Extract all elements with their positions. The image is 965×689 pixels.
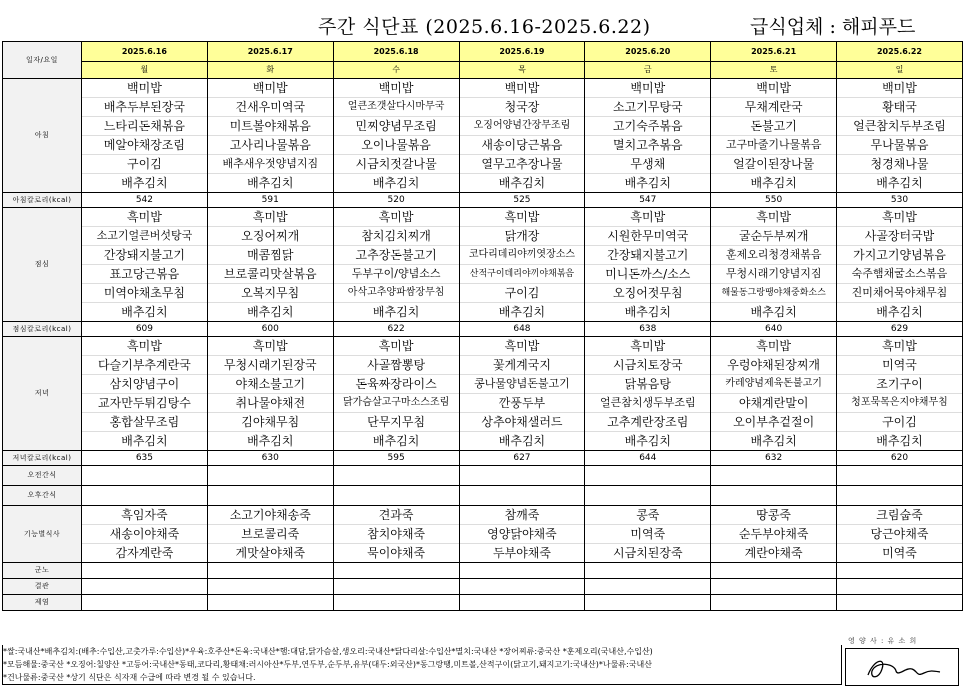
weekday-cell: 금	[585, 62, 711, 79]
lunch-menu-cell	[82, 208, 208, 322]
lunch-menu-cell	[459, 208, 585, 322]
menu-item: 고사리나물볶음	[208, 136, 333, 155]
menu-item: 가지고기양념볶음	[837, 246, 962, 265]
menu-item: 흑미밥	[460, 208, 585, 227]
breakfast-calorie-value: 525	[459, 193, 585, 208]
menu-item: 훈제오리청경채볶음	[711, 246, 836, 265]
functional-meal-menu-cell	[837, 506, 963, 563]
menu-item: 백미밥	[585, 79, 710, 98]
lunch-calorie-value: 600	[207, 322, 333, 337]
menu-item: 미역국	[837, 356, 962, 375]
dinner-menu-cell	[333, 337, 459, 451]
menu-item: 표고당근볶음	[82, 265, 207, 284]
menu-item: 흑미밥	[585, 208, 710, 227]
menu-item: 열무고추장나물	[460, 155, 585, 174]
gyeol-cell	[459, 579, 585, 595]
menu-item: 배추김치	[247, 434, 294, 448]
menu-item: 백미밥	[837, 79, 962, 98]
lunch-menu-cell	[585, 208, 711, 322]
menu-item: 얼큰조갯살다시마무국	[334, 98, 459, 117]
dinner-calorie-value: 627	[459, 451, 585, 466]
menu-item: 브로콜리죽	[208, 525, 333, 544]
menu-item: 돈육짜장라이스	[334, 375, 459, 394]
menu-item: 소고기무탕국	[585, 98, 710, 117]
origin-note-line: *건나물류:중국산 *상기 식단은 식자재 수급에 따라 변경 될 수 있습니다.	[3, 673, 256, 682]
menu-item: 흑미밥	[585, 337, 710, 356]
menu-item: 배추김치	[624, 434, 671, 448]
menu-item: 참치김치찌개	[334, 227, 459, 246]
menu-item: 흑미밥	[208, 337, 333, 356]
dinner-menu-cell	[837, 337, 963, 451]
am-snack-cell	[837, 466, 963, 486]
menu-item: 굴순두부찌개	[711, 227, 836, 246]
menu-item: 매콤찜닭	[208, 246, 333, 265]
menu-item: 야채소불고기	[208, 375, 333, 394]
menu-item: 흑미밥	[82, 337, 207, 356]
menu-item: 배추김치	[121, 434, 168, 448]
am-snack-cell	[333, 466, 459, 486]
menu-item: 흑미밥	[334, 208, 459, 227]
menu-item: 흑미밥	[460, 337, 585, 356]
menu-item: 당근야채죽	[837, 525, 962, 544]
menu-item: 고추장돈불고기	[334, 246, 459, 265]
menu-item: 배추김치	[750, 176, 797, 190]
row-label-lunch-calorie: 점심칼로리(kcal)	[3, 322, 82, 337]
menu-item: 오징어양념간장무조림	[460, 117, 585, 136]
nutritionist-label: 영 양 사 : 유 소 희	[848, 637, 918, 645]
menu-item: 소고기얼큰버섯탕국	[82, 227, 207, 246]
menu-item: 고기숙주볶음	[585, 117, 710, 136]
menu-item: 견과죽	[334, 506, 459, 525]
origin-note-line: *쌀:국내산*배추김치:(배추:수입산,고춧가루:수입산)*우육:호주산*돈육:국내산*햄:대담,닭가슴살,생오리:국내산*닭다리살:수입산*멸치:국내산 *장어찌류:중국산 *훈제오리(국내산,수입산)	[3, 647, 653, 656]
breakfast-menu-cell	[459, 79, 585, 193]
breakfast-menu-cell	[837, 79, 963, 193]
menu-item: 간장돼지불고기	[585, 246, 710, 265]
lunch-calorie-value: 629	[837, 322, 963, 337]
page-title: 주간 식단표 (2025.6.16-2025.6.22)	[318, 16, 651, 38]
date-cell: 2025.6.19	[459, 42, 585, 62]
weekday-cell: 일	[837, 62, 963, 79]
weekday-cell: 화	[207, 62, 333, 79]
menu-item: 얼큰참치두부조림	[837, 117, 962, 136]
menu-item: 백미밥	[82, 79, 207, 98]
row-label-pm-snack: 오후간식	[3, 486, 82, 506]
breakfast-calorie-value: 520	[333, 193, 459, 208]
weekday-cell: 목	[459, 62, 585, 79]
am-snack-cell	[585, 466, 711, 486]
gyeol-cell	[82, 579, 208, 595]
menu-item: 배추김치	[247, 305, 294, 319]
gun-cell	[711, 563, 837, 579]
menu-item: 사골짬뽕탕	[334, 356, 459, 375]
menu-item: 청경채나물	[837, 155, 962, 174]
menu-item: 시원한무미역국	[585, 227, 710, 246]
menu-item: 배추김치	[372, 434, 420, 448]
menu-item: 새송이당근볶음	[460, 136, 585, 155]
menu-item: 백미밥	[711, 79, 836, 98]
date-cell: 2025.6.20	[585, 42, 711, 62]
gyeol-cell	[333, 579, 459, 595]
am-snack-cell	[82, 466, 208, 486]
menu-item: 홍합살무조림	[82, 413, 207, 432]
menu-item: 얼큰참치생두부조림	[585, 394, 710, 413]
pm-snack-cell	[459, 486, 585, 506]
menu-item: 숙주햄채굴소스볶음	[837, 265, 962, 284]
menu-item: 무나물볶음	[837, 136, 962, 155]
functional-meal-menu-cell	[207, 506, 333, 563]
menu-item: 닭가슴살고구마소스조림	[334, 394, 459, 413]
menu-item: 오징어젓무침	[585, 284, 710, 303]
row-label-breakfast: 아침	[3, 79, 82, 193]
menu-item: 사골장터국밥	[837, 227, 962, 246]
menu-item: 순두부야채죽	[711, 525, 836, 544]
menu-item: 민찌양념무조림	[334, 117, 459, 136]
functional-meal-menu-cell	[711, 506, 837, 563]
menu-item: 야채계란말이	[711, 394, 836, 413]
gun-cell	[585, 563, 711, 579]
menu-item: 흑미밥	[711, 337, 836, 356]
menu-item: 배추두부된장국	[82, 98, 207, 117]
dinner-calorie-value: 632	[711, 451, 837, 466]
row-label-dinner-calorie: 저녁칼로리(kcal)	[3, 451, 82, 466]
menu-item: 교자만두튀김탕수	[82, 394, 207, 413]
dinner-menu-cell	[585, 337, 711, 451]
gun-cell	[459, 563, 585, 579]
breakfast-menu-cell	[711, 79, 837, 193]
lunch-calorie-value: 640	[711, 322, 837, 337]
menu-item: 감자계란죽	[115, 546, 174, 560]
functional-meal-menu-cell	[82, 506, 208, 563]
row-label-gyeol: 결관	[3, 579, 82, 595]
gun-cell	[837, 563, 963, 579]
menu-item: 오복지무침	[208, 284, 333, 303]
menu-item: 배추김치	[876, 434, 923, 448]
pm-snack-cell	[207, 486, 333, 506]
menu-item: 크림숩죽	[837, 506, 962, 525]
signature-icon	[846, 649, 958, 685]
menu-item: 삼치양념구이	[82, 375, 207, 394]
lunch-menu-cell	[333, 208, 459, 322]
am-snack-cell	[711, 466, 837, 486]
menu-item: 흑임자죽	[82, 506, 207, 525]
menu-item: 상추야채샐러드	[460, 413, 585, 432]
menu-item: 청포묵목은지야채무침	[837, 394, 962, 413]
weekly-menu-table	[2, 41, 963, 611]
je-cell	[711, 595, 837, 611]
menu-item: 참깨죽	[460, 506, 585, 525]
gyeol-cell	[585, 579, 711, 595]
functional-meal-menu-cell	[459, 506, 585, 563]
menu-item: 흑미밥	[837, 337, 962, 356]
menu-item: 다슬기부추계란국	[82, 356, 207, 375]
dinner-menu-cell	[82, 337, 208, 451]
menu-item: 닭개장	[460, 227, 585, 246]
menu-item: 구이김	[837, 413, 962, 432]
breakfast-menu-cell	[585, 79, 711, 193]
gun-cell	[333, 563, 459, 579]
menu-item: 땅콩죽	[711, 506, 836, 525]
functional-meal-menu-cell	[333, 506, 459, 563]
row-label-dinner: 저녁	[3, 337, 82, 451]
weekday-cell: 월	[82, 62, 208, 79]
gyeol-cell	[837, 579, 963, 595]
je-cell	[837, 595, 963, 611]
menu-item: 배추김치	[750, 434, 797, 448]
dinner-menu-cell	[711, 337, 837, 451]
gyeol-cell	[207, 579, 333, 595]
functional-meal-menu-cell	[585, 506, 711, 563]
menu-item: 배추김치	[498, 305, 546, 319]
lunch-calorie-value: 609	[82, 322, 208, 337]
lunch-menu-cell	[837, 208, 963, 322]
menu-item: 구이김	[82, 155, 207, 174]
menu-item: 돈불고기	[711, 117, 836, 136]
weekday-cell: 수	[333, 62, 459, 79]
je-cell	[207, 595, 333, 611]
pm-snack-cell	[837, 486, 963, 506]
menu-item: 미역야채초무침	[82, 284, 207, 303]
dinner-calorie-value: 635	[82, 451, 208, 466]
pm-snack-cell	[82, 486, 208, 506]
signature	[845, 648, 959, 686]
menu-item: 미트볼야채볶음	[208, 117, 333, 136]
menu-item: 산적구이데리야끼야채볶음	[460, 265, 585, 284]
date-cell: 2025.6.22	[837, 42, 963, 62]
menu-item: 흑미밥	[82, 208, 207, 227]
dinner-calorie-value: 595	[333, 451, 459, 466]
menu-item: 미역죽	[882, 546, 917, 560]
breakfast-calorie-value: 547	[585, 193, 711, 208]
origin-note-line: *모듬해물:중국산 *오징어:칠양산 *고등어:국내산*동태,코다리,황태채:러시아산*두부,연두부,순두부,유부(대두:외국산)*동그랑땡,미트볼,산적구이(닭고기,돼지고기:국내산)*나물류:국내산	[3, 660, 652, 669]
dinner-calorie-value: 620	[837, 451, 963, 466]
menu-item: 흑미밥	[837, 208, 962, 227]
menu-item: 배추김치	[121, 305, 168, 319]
menu-item: 백미밥	[460, 79, 585, 98]
menu-item: 배추김치	[624, 305, 671, 319]
menu-item: 계란야채죽	[744, 546, 803, 560]
weekday-cell: 토	[711, 62, 837, 79]
menu-item: 메알야채장조림	[82, 136, 207, 155]
menu-item: 느타리돈채볶음	[82, 117, 207, 136]
lunch-menu-cell	[207, 208, 333, 322]
menu-item: 배추김치	[876, 176, 923, 190]
je-cell	[585, 595, 711, 611]
pm-snack-cell	[333, 486, 459, 506]
menu-item: 고구마줄기나물볶음	[711, 136, 836, 155]
menu-item: 시금치토장국	[585, 356, 710, 375]
menu-item: 간장돼지불고기	[82, 246, 207, 265]
menu-item: 영양닭야채죽	[460, 525, 585, 544]
menu-item: 무채계란국	[711, 98, 836, 117]
menu-item: 오징어찌개	[208, 227, 333, 246]
lunch-calorie-value: 638	[585, 322, 711, 337]
row-label-day: 일자/요일	[3, 42, 82, 79]
menu-item: 무청시래기된장국	[208, 356, 333, 375]
gun-cell	[207, 563, 333, 579]
menu-item: 새송이야채죽	[82, 525, 207, 544]
menu-item: 김야채무침	[208, 413, 333, 432]
lunch-calorie-value: 622	[333, 322, 459, 337]
menu-item: 닭볶음탕	[585, 375, 710, 394]
menu-item: 조기구이	[837, 375, 962, 394]
menu-item: 배추김치	[121, 176, 168, 190]
menu-item: 오이부추겉절이	[711, 413, 836, 432]
menu-item: 흑미밥	[334, 337, 459, 356]
breakfast-calorie-value: 542	[82, 193, 208, 208]
date-cell: 2025.6.18	[333, 42, 459, 62]
breakfast-menu-cell	[207, 79, 333, 193]
breakfast-calorie-value: 530	[837, 193, 963, 208]
menu-item: 우렁야채된장찌개	[711, 356, 836, 375]
menu-item: 배추김치	[247, 176, 294, 190]
je-cell	[333, 595, 459, 611]
am-snack-cell	[207, 466, 333, 486]
dinner-menu-cell	[207, 337, 333, 451]
pm-snack-cell	[585, 486, 711, 506]
row-label-gun: 군노	[3, 563, 82, 579]
menu-item: 흑미밥	[208, 208, 333, 227]
date-cell: 2025.6.16	[82, 42, 208, 62]
row-label-am-snack: 오전간식	[3, 466, 82, 486]
lunch-calorie-value: 648	[459, 322, 585, 337]
menu-item: 두부구이/양념소스	[334, 265, 459, 284]
menu-item: 브로콜리맛살볶음	[208, 265, 333, 284]
menu-item: 게맛살야채죽	[235, 546, 306, 560]
menu-item: 취나물야채전	[208, 394, 333, 413]
menu-item: 무생채	[585, 155, 710, 174]
menu-item: 카레양념제육돈불고기	[711, 375, 836, 394]
vendor-label: 급식업체 : 해피푸드	[750, 16, 916, 38]
je-cell	[459, 595, 585, 611]
menu-item: 청국장	[460, 98, 585, 117]
menu-item: 콩죽	[585, 506, 710, 525]
gyeol-cell	[711, 579, 837, 595]
menu-item: 시금치젓갈나물	[334, 155, 459, 174]
menu-item: 멸치고추볶음	[585, 136, 710, 155]
breakfast-menu-cell	[82, 79, 208, 193]
lunch-menu-cell	[711, 208, 837, 322]
breakfast-calorie-value: 591	[207, 193, 333, 208]
row-label-je: 제염	[3, 595, 82, 611]
menu-item: 배추김치	[624, 176, 671, 190]
menu-item: 진미채어묵야채무침	[837, 284, 962, 303]
menu-item: 묵이야채죽	[367, 546, 426, 560]
breakfast-calorie-value: 550	[711, 193, 837, 208]
menu-item: 황태국	[837, 98, 962, 117]
menu-item: 미니돈까스/소스	[585, 265, 710, 284]
menu-item: 고추계란장조림	[585, 413, 710, 432]
menu-item: 소고기야채송죽	[208, 506, 333, 525]
menu-item: 배추김치	[750, 305, 797, 319]
menu-item: 참치야채죽	[334, 525, 459, 544]
menu-item: 무청시래기양념지짐	[711, 265, 836, 284]
date-cell: 2025.6.21	[711, 42, 837, 62]
menu-item: 시금치된장죽	[613, 546, 683, 560]
dinner-menu-cell	[459, 337, 585, 451]
je-cell	[82, 595, 208, 611]
menu-item: 얼갈이된장나물	[711, 155, 836, 174]
menu-item: 깐풍두부	[460, 394, 585, 413]
pm-snack-cell	[711, 486, 837, 506]
menu-item: 배추김치	[498, 434, 546, 448]
am-snack-cell	[459, 466, 585, 486]
menu-item: 콩나물양념돈불고기	[460, 375, 585, 394]
dinner-calorie-value: 644	[585, 451, 711, 466]
row-label-lunch: 점심	[3, 208, 82, 322]
menu-item: 배추김치	[372, 176, 420, 190]
date-cell: 2025.6.17	[207, 42, 333, 62]
origin-notes	[2, 645, 842, 685]
menu-item: 코다리데리야끼엿장소스	[460, 246, 585, 265]
menu-item: 구이김	[460, 284, 585, 303]
menu-item: 두부야채죽	[492, 546, 551, 560]
menu-item: 미역죽	[585, 525, 710, 544]
breakfast-menu-cell	[333, 79, 459, 193]
row-label-functional-meal: 기능별식사	[3, 506, 82, 563]
row-label-breakfast-calorie: 아침칼로리(kcal)	[3, 193, 82, 208]
menu-item: 배추김치	[876, 305, 923, 319]
menu-item: 오이나물볶음	[334, 136, 459, 155]
menu-item: 배추김치	[372, 305, 420, 319]
menu-item: 백미밥	[208, 79, 333, 98]
menu-item: 해물동그랑땡야채중화소스	[711, 284, 836, 303]
gun-cell	[82, 563, 208, 579]
menu-item: 단무지무침	[334, 413, 459, 432]
menu-item: 꽃게계국지	[460, 356, 585, 375]
menu-item: 흑미밥	[711, 208, 836, 227]
dinner-calorie-value: 630	[207, 451, 333, 466]
menu-item: 건새우미역국	[208, 98, 333, 117]
menu-item: 아삭고추양파쌈장무침	[334, 284, 459, 303]
menu-item: 백미밥	[334, 79, 459, 98]
menu-item: 배추김치	[498, 176, 546, 190]
menu-item: 배추새우젓양념지짐	[208, 155, 333, 174]
